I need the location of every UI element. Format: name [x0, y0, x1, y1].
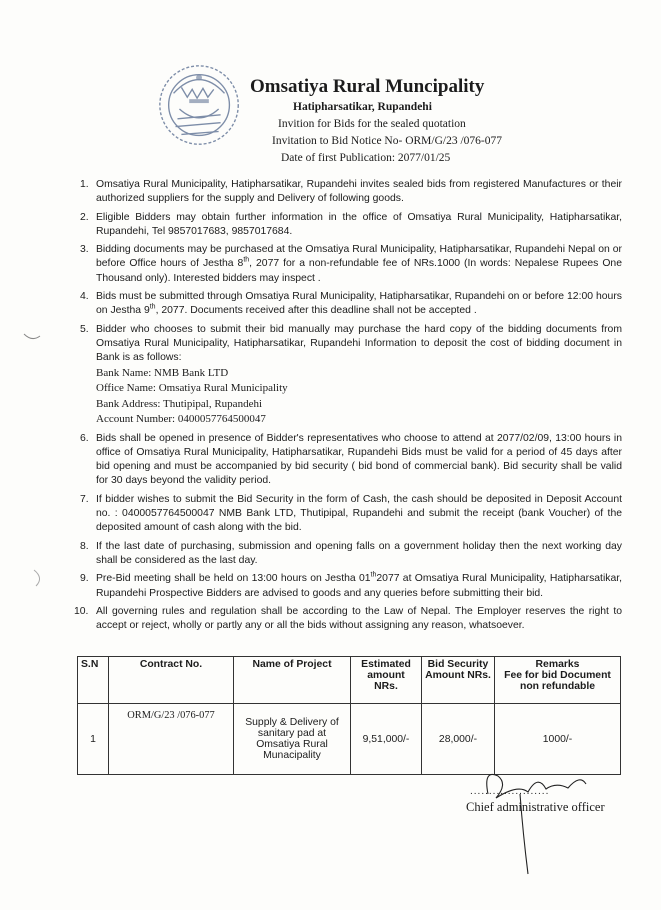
header-remarks: Remarks Fee for bid Document non refundable — [495, 657, 621, 704]
item-number: 8. — [80, 540, 89, 552]
header-sn: S.N — [78, 657, 109, 704]
header-project: Name of Project — [234, 657, 351, 704]
list-item — [40, 290, 622, 319]
notice-items — [40, 178, 622, 637]
item-number: 2. — [80, 211, 89, 223]
list-item — [40, 493, 622, 536]
org-location: Hatipharsatikar, Rupandehi — [293, 101, 432, 113]
bank-name: Bank Name: NMB Bank LTD — [96, 366, 229, 379]
item-text: Eligible Bidders may obtain further information in the office of Omsatiya Rural Municipality, Hatipharsatikar, Rupandehi, Tel 9857017683, 9857017684. — [96, 211, 622, 237]
org-title: Omsatiya Rural Muncipality — [250, 76, 485, 97]
publication-date: Date of first Publication: 2077/01/25 — [281, 152, 451, 164]
list-item — [40, 605, 622, 634]
header-contract: Contract No. — [109, 657, 234, 704]
table-header-row — [78, 657, 621, 704]
header-estimated: Estimated amount NRs. — [351, 657, 422, 704]
cell-remarks: 1000/- — [495, 704, 621, 775]
item-text: If bidder wishes to submit the Bid Security in the form of Cash, the cash should be deposited in Deposit Account no. : 0400057764500047 NMB Bank LTD, Thutipipal, Rupandehi and submit the receipt (bank Voucher) of the deposited amount of cash along with the bid. — [96, 493, 622, 534]
bid-table — [77, 656, 621, 775]
item-number: 1. — [80, 179, 89, 190]
list-item — [40, 540, 622, 569]
notice-line-1: Invition for Bids for the sealed quotation — [278, 118, 466, 130]
cell-contract: ORM/G/23 /076-077 — [109, 704, 234, 775]
signatory-title: Chief administrative officer — [466, 800, 605, 814]
notice-number: Invitation to Bid Notice No- ORM/G/23 /076-077 — [272, 135, 502, 147]
cell-estimated: 9,51,000/- — [351, 704, 422, 775]
signature-line: ..................... — [470, 786, 550, 797]
cell-sn: 1 — [78, 704, 109, 775]
item-text: All governing rules and regulation shall be according to the Law of Nepal. The Employer reserves the right to accept or reject, wholly or partly any or all the bids without assigning any reason, whatsoever. — [96, 605, 622, 632]
item-number: 6. — [80, 432, 89, 444]
item-text: Pre-Bid meeting shall be held on 13:00 hours on Jestha 01th2077 at Omsatiya Rural Municipality, Hatipharsatikar, Rupandehi Prospective Bidders are advised to goods and any queries before submitting their bid. — [96, 571, 623, 599]
item-number: 4. — [80, 291, 89, 303]
list-item — [40, 572, 622, 601]
item-number: 5. — [80, 323, 89, 335]
bank-account: Account Number: 0400057764500047 — [96, 413, 266, 426]
margin-mark — [30, 568, 46, 588]
list-item — [40, 178, 622, 207]
margin-mark — [22, 330, 42, 344]
signature — [468, 764, 598, 884]
item-text: Bids must be submitted through Omsatiya Rural Municipality, Hatipharsatikar, Rupandehi on or before 12:00 hours on Jestha 9th, 2077. Documents received after this deadline shall not be accepted . — [96, 291, 622, 317]
cell-project: Supply & Delivery of sanitary pad at Omsatiya Rural Munacipality — [234, 704, 351, 775]
item-text: Bidding documents may be purchased at the Omsatiya Rural Municipality, Hatipharsatikar, Rupandehi Nepal on or before Office hours of Jestha 8th, 2077 for a non-refundable fee of NRs.1000 (In words: Nepalese Rupees One Thousand only). Interested bidders may inspect . — [96, 244, 622, 284]
bank-details — [96, 366, 622, 428]
municipality-seal — [152, 58, 250, 156]
item-text: Omsatiya Rural Municipality, Hatipharsatikar, Rupandehi invites sealed bids from registered Manufactures or their authorized suppliers for the supply and Delivery of following goods. — [96, 179, 622, 205]
item-number: 9. — [80, 573, 89, 585]
item-number: 3. — [80, 244, 89, 256]
item-number: 10. — [74, 605, 89, 617]
item-text: Bidder who chooses to submit their bid manually may purchase the hard copy of the bidding documents from Omsatiya Rural Municipality, Hatipharsatikar, Rupandehi Information to deposit the cost of bidding document in Bank is as follows: — [96, 323, 622, 364]
item-text: Bids shall be opened in presence of Bidder's representatives who choose to attend at 2077/02/09, 13:00 hours in office of Omsatiya Rural Municipality, Hatipharsatikar, Rupandehi Bids must be valid for a period of 45 days after bid opening and must be accompanied by bid security ( bid bond of commercial bank). Bid security shall be valid for 30 days beyond the validity period. — [96, 432, 622, 487]
list-item — [40, 243, 622, 286]
bank-address: Bank Address: Thutipipal, Rupandehi — [96, 397, 263, 410]
item-number: 7. — [80, 493, 89, 505]
item-text: If the last date of purchasing, submission and opening falls on a government holiday then the next working day shall be considered as the last day. — [96, 540, 622, 566]
bank-office: Office Name: Omsatiya Rural Municipality — [96, 382, 288, 395]
list-item — [40, 432, 622, 489]
list-item — [40, 323, 622, 428]
cell-bid-security: 28,000/- — [422, 704, 495, 775]
header-bid-security: Bid Security Amount NRs. — [422, 657, 495, 704]
list-item — [40, 211, 622, 240]
